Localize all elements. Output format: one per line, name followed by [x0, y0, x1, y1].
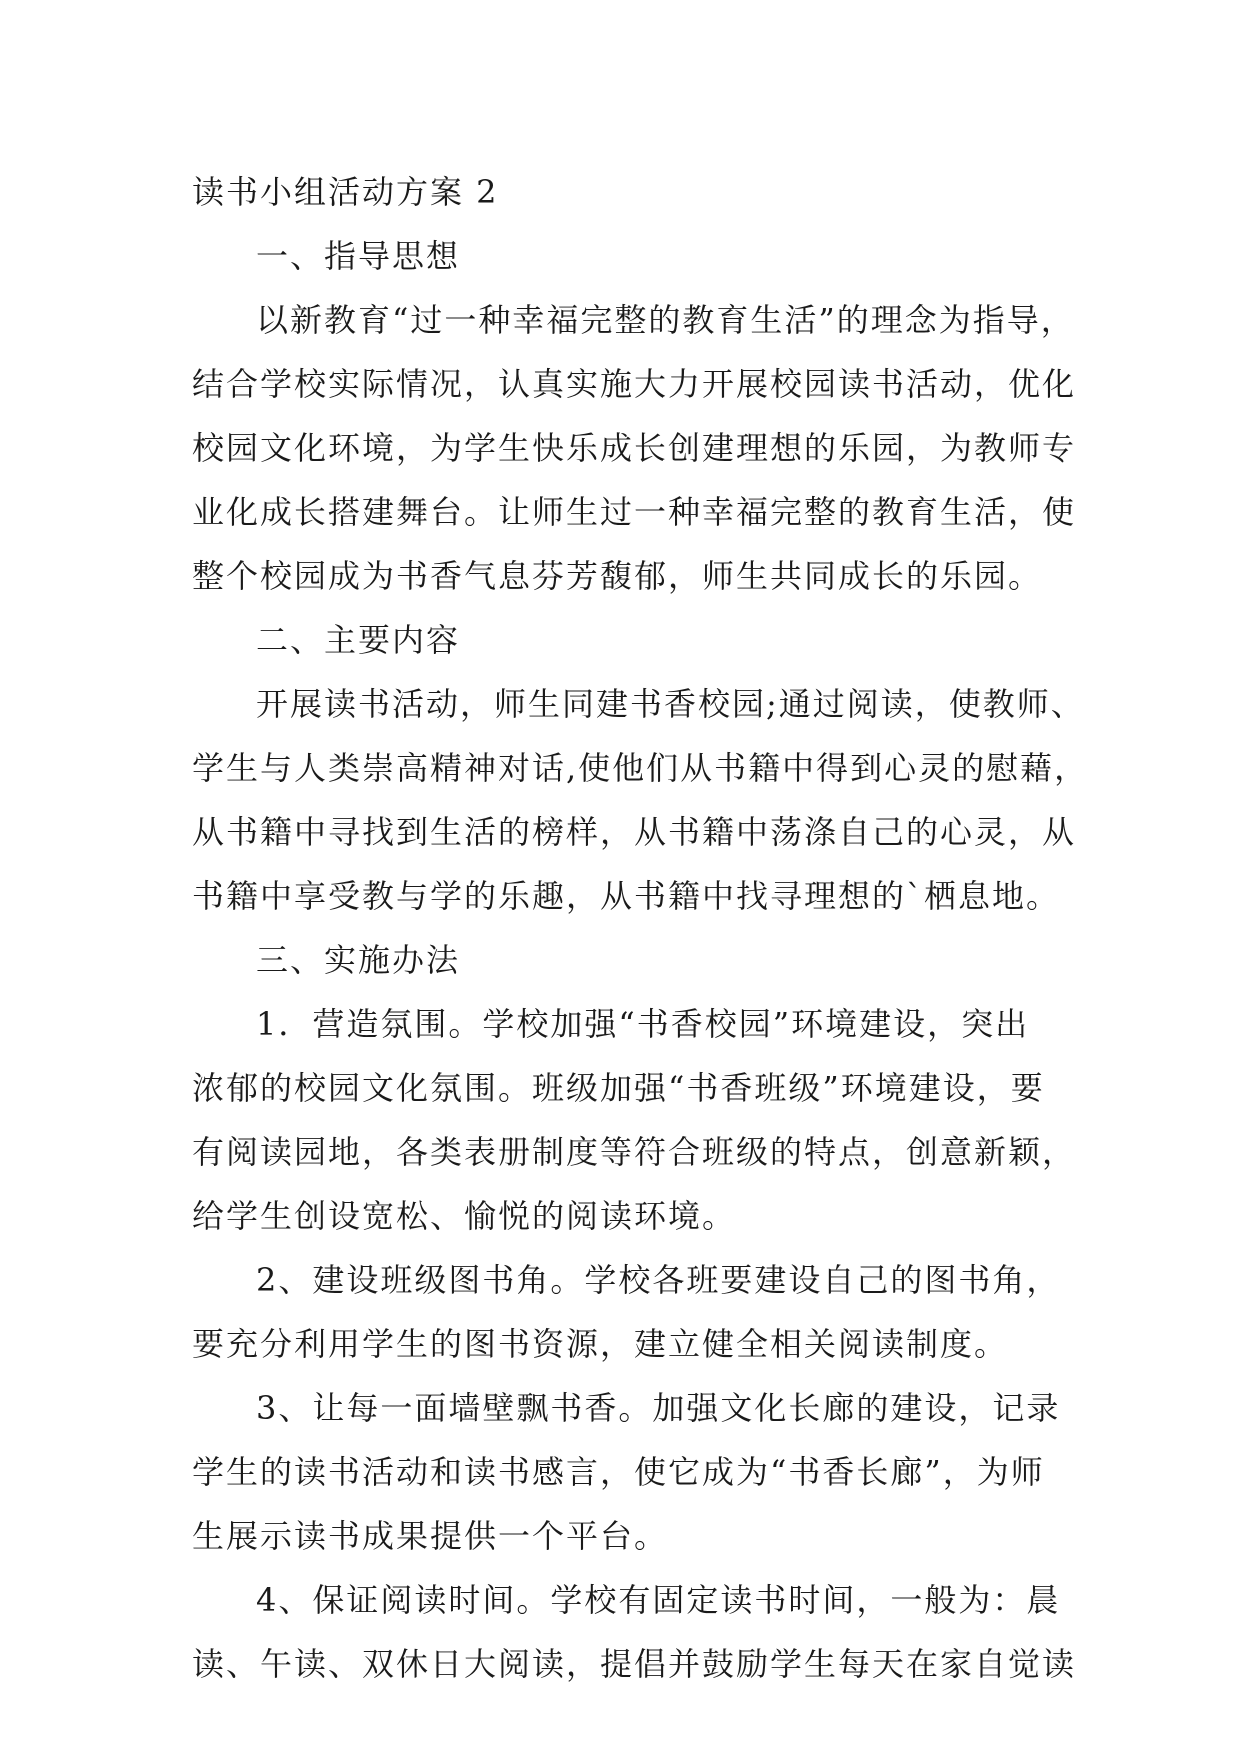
paragraph-line: 学生的读书活动和读书感言，使它成为“书香长廊”，为师 [192, 1453, 1045, 1491]
paragraph [192, 672, 1089, 928]
paragraph-line: 有阅读园地，各类表册制度等符合班级的特点，创意新颖， [192, 1133, 1077, 1171]
section-heading [192, 608, 1052, 672]
paragraph-line: 以新教育“过一种幸福完整的教育生活”的理念为指导， [256, 301, 1075, 339]
paragraph [192, 288, 1077, 608]
document-title: 读书小组活动方案 2 [192, 173, 499, 211]
document-page [192, 160, 1089, 1696]
paragraph-line: 读、午读、双休日大阅读，提倡并鼓励学生每天在家自觉读 [192, 1645, 1077, 1683]
paragraph-line: 学生与人类崇高精神对话,使他们从书籍中得到心灵的慰藉， [192, 749, 1089, 787]
heading-text: 二、主要内容 [256, 621, 461, 659]
paragraph-line: 书籍中享受教与学的乐趣，从书籍中找寻理想的`栖息地。 [192, 877, 1061, 915]
paragraph-line: 3、让每一面墙壁飘书香。加强文化长廊的建设，记录 [256, 1389, 1061, 1427]
paragraph [192, 1568, 1077, 1696]
paragraph-line: 开展读书活动，师生同建书香校园;通过阅读，使教师、 [256, 685, 1085, 723]
document-body [192, 224, 1089, 1696]
paragraph-line: 浓郁的校园文化氛围。班级加强“书香班级”环境建设，要 [192, 1069, 1045, 1107]
heading-text: 一、指导思想 [256, 237, 461, 275]
paragraph [192, 1248, 1061, 1376]
paragraph-line: 给学生创设宽松、愉悦的阅读环境。 [192, 1197, 737, 1235]
paragraph-line: 2、建设班级图书角。学校各班要建设自己的图书角， [256, 1261, 1061, 1299]
paragraph-line: 生展示读书成果提供一个平台。 [192, 1517, 669, 1555]
paragraph-line: 整个校园成为书香气息芬芳馥郁，师生共同成长的乐园。 [192, 557, 1043, 595]
paragraph [192, 992, 1077, 1248]
paragraph-line: 从书籍中寻找到生活的榜样，从书籍中荡涤自己的心灵，从 [192, 813, 1077, 851]
heading-text: 三、实施办法 [256, 941, 461, 979]
paragraph-line: 4、保证阅读时间。学校有固定读书时间，一般为：晨 [256, 1581, 1061, 1619]
section-heading [192, 224, 1052, 288]
paragraph-line: 要充分利用学生的图书资源，建立健全相关阅读制度。 [192, 1325, 1009, 1363]
paragraph-line: 业化成长搭建舞台。让师生过一种幸福完整的教育生活，使 [192, 493, 1077, 531]
paragraph-line: 1．营造氛围。学校加强“书香校园”环境建设，突出 [256, 1005, 1030, 1043]
paragraph [192, 1376, 1061, 1568]
section-heading [192, 928, 1052, 992]
paragraph-line: 校园文化环境，为学生快乐成长创建理想的乐园，为教师专 [192, 429, 1077, 467]
paragraph-line: 结合学校实际情况，认真实施大力开展校园读书活动，优化 [192, 365, 1077, 403]
